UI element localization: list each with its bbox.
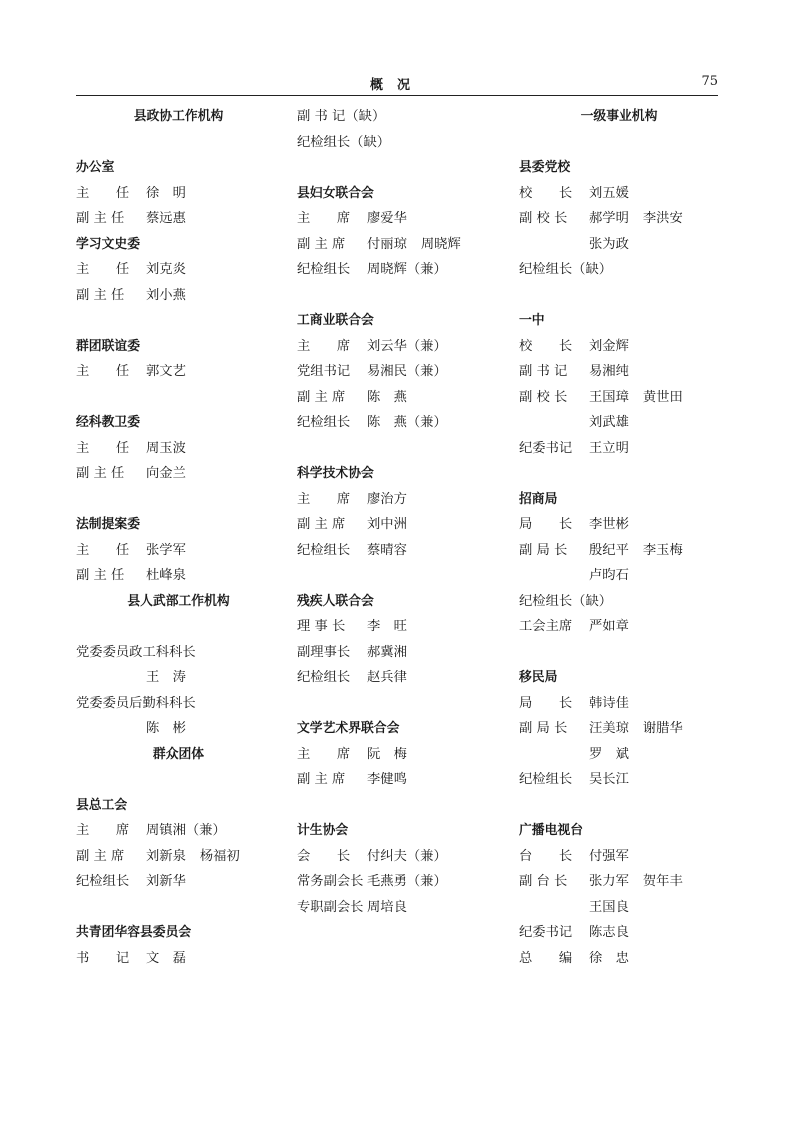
org-heading: 招商局 <box>519 491 558 507</box>
staff-row <box>297 334 502 360</box>
spacer <box>519 283 719 309</box>
person-name: 杜峰泉 <box>146 568 186 583</box>
staff-row <box>297 512 502 538</box>
org-heading: 县妇女联合会 <box>297 185 374 201</box>
staff-row <box>519 614 719 640</box>
person-name: 赵兵律 <box>367 670 407 685</box>
running-title: 概况 <box>369 78 424 93</box>
staff-row <box>76 946 281 972</box>
role-label: 主 任 <box>76 185 130 201</box>
person-name: 李 旺 <box>367 619 407 634</box>
person-name: 李健鸣 <box>367 772 407 787</box>
role-label: 理 事 长 <box>297 619 346 634</box>
person-name: 张力军 <box>589 874 629 889</box>
spacer <box>297 283 502 309</box>
role-label: 副 书 记（缺） <box>297 109 386 124</box>
column-right <box>519 104 719 971</box>
staff-row <box>76 206 281 232</box>
person-name: 向金兰 <box>146 466 186 481</box>
section-title: 一级事业机构 <box>580 109 658 124</box>
person-name: 王立明 <box>589 440 629 456</box>
staff-row <box>519 385 719 411</box>
spacer <box>297 155 502 181</box>
person-name: 周镇湘（兼） <box>146 823 226 838</box>
spacer <box>76 308 281 334</box>
staff-row <box>76 869 281 895</box>
role-label: 副 主 席 <box>297 389 346 405</box>
org-heading: 共青团华容县委员会 <box>76 925 192 940</box>
role-label: 副 局 长 <box>519 721 568 736</box>
person-name: 郭文艺 <box>146 364 186 379</box>
person-name: 李洪安 <box>642 211 683 226</box>
staff-row <box>297 359 502 385</box>
staff-row <box>519 691 719 717</box>
person-name: 王 涛 <box>146 670 186 685</box>
person-name: 王国良 <box>589 899 629 915</box>
person-name: 张为政 <box>589 236 629 252</box>
staff-row <box>76 461 281 487</box>
role-label: 局 长 <box>519 517 573 532</box>
spacer <box>76 385 281 411</box>
org-heading: 计生协会 <box>297 823 349 838</box>
spacer <box>519 640 719 666</box>
role-label: 校 长 <box>519 338 573 354</box>
staff-row <box>297 844 502 870</box>
person-name: 阮 梅 <box>367 746 407 762</box>
role-label: 纪委书记 <box>519 440 573 456</box>
spacer <box>76 767 281 793</box>
staff-row <box>297 410 502 436</box>
person-name: 周晓辉（兼） <box>367 262 447 277</box>
role-label: 主 席 <box>76 823 130 838</box>
person-name: 郝冀湘 <box>367 644 407 660</box>
role-label: 纪检组长 <box>76 874 130 889</box>
org-heading: 文学艺术界联合会 <box>297 721 400 736</box>
role-line: 党委委员政工科科长 <box>76 644 196 660</box>
staff-row <box>519 589 719 615</box>
person-name: 刘中洲 <box>367 517 407 532</box>
person-name: 易湘纯 <box>589 364 629 379</box>
staff-row <box>297 895 502 921</box>
person-name: 刘云华（兼） <box>367 338 447 354</box>
role-label: 纪检组长（缺） <box>519 593 613 609</box>
person-name: 易湘民（兼） <box>367 364 447 379</box>
staff-row <box>519 257 719 283</box>
staff-row <box>76 283 281 309</box>
role-label: 副 主 任 <box>76 466 125 481</box>
role-label: 副 主 席 <box>297 772 346 787</box>
section-title: 群众团体 <box>152 746 205 762</box>
staff-row <box>519 436 719 462</box>
org-heading: 县委党校 <box>519 160 571 175</box>
role-label: 主 席 <box>297 746 351 762</box>
person-name: 张学军 <box>146 542 186 558</box>
person-name: 郝学明 <box>589 211 629 226</box>
staff-row <box>519 359 719 385</box>
spacer <box>519 461 719 487</box>
person-name: 毛燕勇（兼） <box>367 874 447 889</box>
role-label: 台 长 <box>519 848 573 864</box>
person-name: 徐 忠 <box>589 950 629 966</box>
role-label: 副 书 记 <box>519 364 568 379</box>
person-name: 黄世田 <box>642 389 683 405</box>
org-heading: 一中 <box>519 313 545 328</box>
spacer <box>76 614 281 640</box>
person-name: 周晓辉 <box>420 236 461 252</box>
org-heading: 办公室 <box>76 160 115 175</box>
staff-row <box>76 563 281 589</box>
role-label: 工会主席 <box>519 619 573 634</box>
org-heading: 县总工会 <box>76 797 128 813</box>
person-name: 付纠夫（兼） <box>367 848 447 864</box>
spacer <box>76 487 281 513</box>
org-heading: 群团联谊委 <box>76 338 140 354</box>
role-label: 校 长 <box>519 185 573 201</box>
person-name: 罗 斌 <box>589 746 629 762</box>
spacer <box>76 130 281 156</box>
role-label: 副 局 长 <box>519 542 568 558</box>
staff-row <box>297 869 502 895</box>
staff-row <box>76 436 281 462</box>
staff-row <box>297 385 502 411</box>
role-label: 副 主 席 <box>297 236 346 252</box>
role-label: 纪检组长 <box>519 772 573 787</box>
column-left <box>76 104 281 971</box>
role-label: 纪检组长 <box>297 415 351 430</box>
column-middle <box>297 104 502 920</box>
person-name: 韩诗佳 <box>589 695 629 711</box>
org-heading: 工商业联合会 <box>297 313 374 328</box>
spacer <box>297 793 502 819</box>
spacer <box>519 130 719 156</box>
page-number: 75 <box>701 74 718 89</box>
person-name: 周玉波 <box>146 440 186 456</box>
person-name: 杨福初 <box>199 848 240 864</box>
page-header <box>76 74 718 94</box>
staff-row <box>76 844 281 870</box>
person-name: 陈 燕（兼） <box>367 415 447 430</box>
staff-row <box>76 359 281 385</box>
role-label: 党组书记 <box>297 364 351 379</box>
spacer <box>519 793 719 819</box>
role-label: 副 校 长 <box>519 389 568 405</box>
staff-row <box>297 614 502 640</box>
role-label: 纪检组长 <box>297 262 351 277</box>
staff-row <box>519 512 719 538</box>
person-name: 李世彬 <box>589 517 629 532</box>
staff-row <box>297 130 502 156</box>
person-name: 严如章 <box>589 619 629 634</box>
person-name: 刘新华 <box>146 874 186 889</box>
person-name: 卢昀石 <box>589 568 629 583</box>
role-label: 副 台 长 <box>519 874 568 889</box>
staff-row <box>519 767 719 793</box>
section-title: 县人武部工作机构 <box>127 593 230 609</box>
staff-row <box>297 206 502 232</box>
org-heading: 广播电视台 <box>519 823 583 838</box>
org-heading: 移民局 <box>519 670 558 685</box>
role-label: 纪检组长（缺） <box>519 262 613 277</box>
staff-row <box>519 920 719 946</box>
role-label: 主 任 <box>76 542 130 558</box>
staff-row <box>519 181 719 207</box>
role-label: 总 编 <box>519 950 573 966</box>
staff-row <box>297 767 502 793</box>
role-label: 副 主 席 <box>297 517 346 532</box>
staff-row <box>297 665 502 691</box>
role-label: 纪检组长（缺） <box>297 134 391 150</box>
person-name: 蔡晴容 <box>367 542 407 558</box>
staff-row <box>519 206 719 232</box>
person-name: 刘小燕 <box>146 287 186 303</box>
person-name: 刘金辉 <box>589 338 629 354</box>
role-label: 纪检组长 <box>297 670 351 685</box>
person-name: 蔡远惠 <box>146 211 186 226</box>
person-name: 付强军 <box>589 848 629 864</box>
role-label: 专职副会长 <box>297 899 364 915</box>
staff-row <box>76 257 281 283</box>
staff-row <box>297 104 502 130</box>
role-label: 副 校 长 <box>519 211 568 226</box>
staff-row <box>297 742 502 768</box>
staff-row <box>519 946 719 972</box>
person-name: 吴长江 <box>589 772 629 787</box>
org-heading: 经科教卫委 <box>76 415 140 430</box>
staff-row <box>297 257 502 283</box>
person-name: 文 磊 <box>146 950 186 966</box>
person-name: 李玉梅 <box>642 542 683 558</box>
person-name: 刘武雄 <box>589 415 629 430</box>
person-name: 刘新泉 <box>146 848 186 864</box>
person-name: 付丽琼 <box>367 236 407 252</box>
person-name: 贺年丰 <box>642 874 683 889</box>
org-heading: 残疾人联合会 <box>297 593 374 609</box>
spacer <box>76 895 281 921</box>
staff-row <box>297 232 502 258</box>
person-name: 王国璋 <box>589 389 629 405</box>
role-label: 副 主 任 <box>76 211 125 226</box>
role-label: 副理事长 <box>297 644 351 660</box>
spacer <box>297 691 502 717</box>
staff-row <box>519 869 719 895</box>
role-label: 书 记 <box>76 950 130 966</box>
role-label: 主 席 <box>297 211 351 226</box>
spacer <box>297 436 502 462</box>
role-label: 副 主 任 <box>76 568 125 583</box>
staff-row <box>519 334 719 360</box>
staff-row <box>519 716 719 742</box>
staff-row <box>76 818 281 844</box>
role-line: 党委委员后勤科科长 <box>76 695 196 711</box>
person-name: 周培良 <box>367 899 407 915</box>
staff-row <box>519 538 719 564</box>
role-label: 主 任 <box>76 364 130 379</box>
role-label: 主 任 <box>76 262 130 277</box>
person-name: 刘五媛 <box>589 185 629 201</box>
org-heading: 法制提案委 <box>76 517 140 532</box>
role-label: 纪委书记 <box>519 925 573 940</box>
staff-row <box>519 844 719 870</box>
role-label: 副 主 席 <box>76 848 125 864</box>
person-name: 汪美琼 <box>589 721 629 736</box>
person-name: 陈 燕 <box>367 389 407 405</box>
org-heading: 学习文史委 <box>76 236 140 252</box>
section-title: 县政协工作机构 <box>133 109 224 124</box>
staff-row <box>76 538 281 564</box>
role-label: 会 长 <box>297 848 351 864</box>
spacer <box>297 563 502 589</box>
staff-row <box>297 487 502 513</box>
staff-row <box>76 181 281 207</box>
role-label: 主 席 <box>297 338 351 354</box>
staff-row <box>297 640 502 666</box>
org-heading: 科学技术协会 <box>297 466 374 481</box>
person-name: 谢腊华 <box>642 721 683 736</box>
person-name: 陈志良 <box>589 925 629 940</box>
person-name: 殷纪平 <box>589 542 629 558</box>
role-label: 常务副会长 <box>297 874 364 889</box>
person-name: 廖治方 <box>367 491 407 507</box>
header-rule <box>76 95 718 96</box>
person-name: 廖爱华 <box>367 211 407 226</box>
role-label: 主 席 <box>297 491 351 507</box>
role-label: 纪检组长 <box>297 542 351 558</box>
staff-row <box>297 538 502 564</box>
role-label: 局 长 <box>519 695 573 711</box>
role-label: 主 任 <box>76 440 130 456</box>
person-name: 刘克炎 <box>146 262 186 277</box>
person-name: 陈 彬 <box>146 721 186 736</box>
person-name: 徐 明 <box>146 185 186 201</box>
role-label: 副 主 任 <box>76 287 125 303</box>
